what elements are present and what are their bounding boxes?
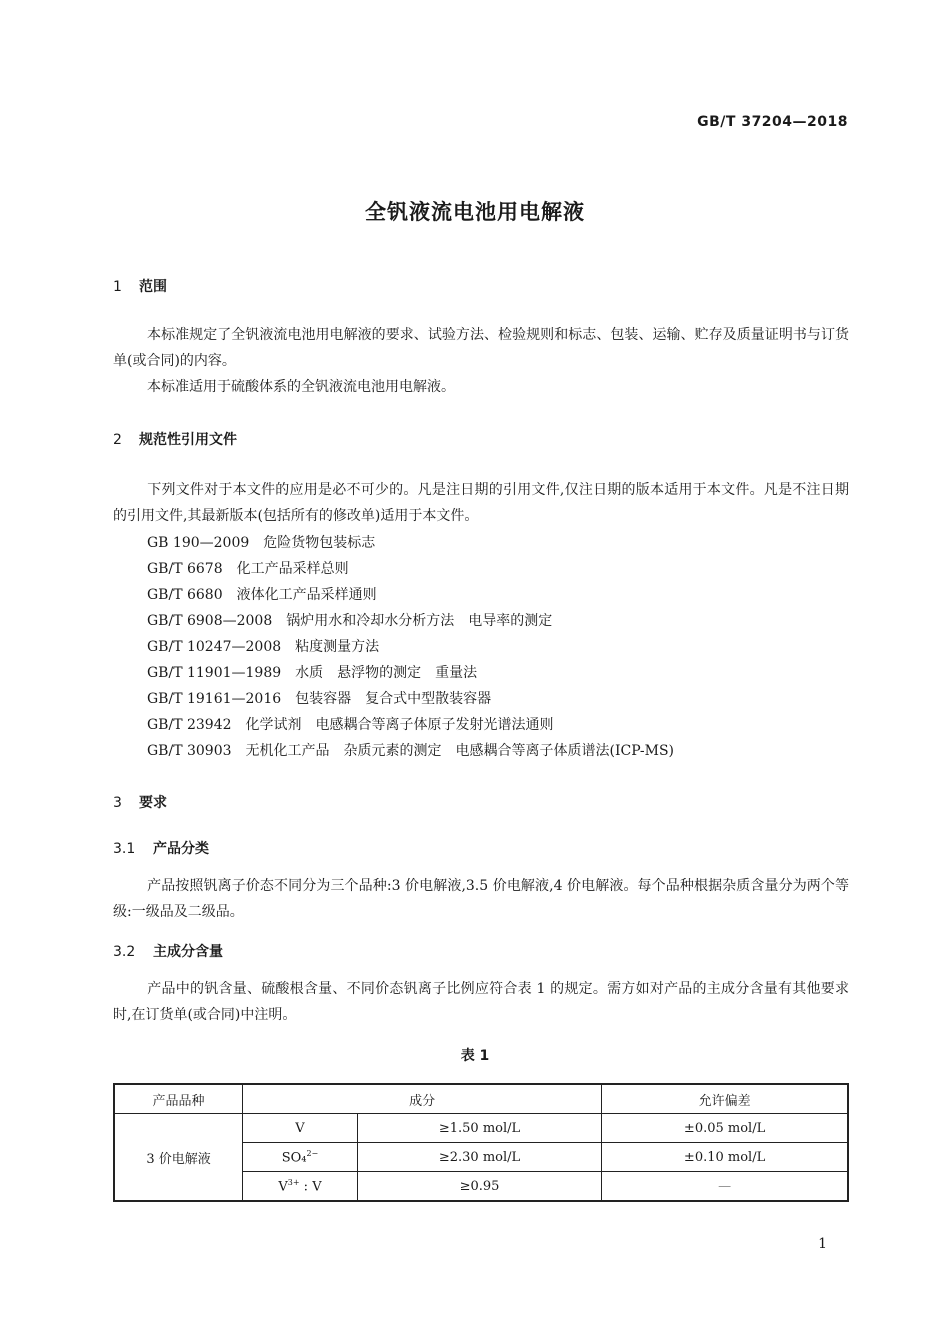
- header-component: 成分: [243, 1084, 602, 1114]
- reference-code: GB/T 10247—2008: [147, 639, 282, 655]
- reference-item: [147, 556, 688, 582]
- normative-references-list: [147, 530, 688, 764]
- reference-title: 液体化工产品采样通则: [236, 587, 377, 603]
- paragraph-text: 产品按照钒离子价态不同分为三个品种:3 价电解液,3.5 价电解液,4 价电解液。每个品种根据杂质含量分为两个等级:一级品及二级品。: [113, 878, 849, 920]
- section-2-heading: [113, 429, 237, 449]
- section-number: 3: [113, 795, 122, 811]
- document-title: 全钒液流电池用电解液: [365, 200, 585, 224]
- section-title: 产品分类: [153, 841, 209, 857]
- paragraph-text: 产品中的钒含量、硫酸根含量、不同价态钒离子比例应符合表 1 的规定。需方如对产品的主成分含量有其他要求时,在订货单(或合同)中注明。: [113, 981, 849, 1023]
- reference-code: GB 190—2009: [147, 535, 250, 551]
- reference-item: [147, 634, 688, 660]
- section-number: 3.1: [113, 841, 136, 857]
- reference-title: 化学试剂: [245, 717, 302, 733]
- section-3-1-heading: [113, 838, 209, 858]
- tolerance-cell: —: [602, 1172, 848, 1202]
- reference-title: 无机化工产品: [245, 743, 330, 759]
- component-ratio-suffix: : V: [299, 1179, 322, 1195]
- component-charge: 3+: [287, 1177, 300, 1187]
- reference-subtitle: 电感耦合等离子体质谱法(ICP-MS): [455, 743, 674, 759]
- paragraph-text: 下列文件对于本文件的应用是必不可少的。凡是注日期的引用文件,仅注日期的版本适用于本文件。凡是不注日期的引用文件,其最新版本(包括所有的修改单)适用于本文件。: [113, 482, 849, 524]
- tolerance-cell: ±0.05 mol/L: [602, 1114, 848, 1143]
- component-cell: [243, 1114, 358, 1143]
- reference-title: 锅炉用水和冷却水分析方法: [286, 613, 455, 629]
- tolerance-cell: ±0.10 mol/L: [602, 1143, 848, 1172]
- reference-item: [147, 530, 688, 556]
- section-number: 1: [113, 279, 122, 295]
- section-3-heading: [113, 792, 167, 812]
- reference-subtitle: 杂质元素的测定: [343, 743, 442, 759]
- table-caption: 表 1: [460, 1048, 490, 1064]
- value-cell: ≥2.30 mol/L: [357, 1143, 601, 1172]
- reference-item: [147, 712, 688, 738]
- reference-title: 危险货物包装标志: [263, 535, 376, 551]
- reference-code: GB/T 6678: [147, 561, 223, 577]
- section-1-heading: [113, 276, 167, 296]
- reference-item: [147, 738, 688, 764]
- component-cell: [243, 1172, 358, 1202]
- value-cell: ≥0.95: [357, 1172, 601, 1202]
- section-title: 主成分含量: [153, 944, 223, 960]
- section-2-paragraph-1: [113, 477, 849, 529]
- table-row: [114, 1114, 848, 1143]
- header-tolerance: 允许偏差: [602, 1084, 848, 1114]
- section-1-paragraph-2: [113, 374, 849, 400]
- reference-subtitle: 复合式中型散装容器: [365, 691, 492, 707]
- reference-title: 水质: [295, 665, 324, 681]
- reference-code: GB/T 11901—1989: [147, 665, 282, 681]
- section-title: 范围: [139, 279, 167, 295]
- reference-code: GB/T 30903: [147, 743, 232, 759]
- reference-title: 化工产品采样总则: [236, 561, 349, 577]
- section-number: 3.2: [113, 944, 136, 960]
- specification-table: [113, 1083, 849, 1202]
- reference-title: 粘度测量方法: [295, 639, 380, 655]
- reference-item: [147, 582, 688, 608]
- reference-item: [147, 660, 688, 686]
- paragraph-text: 本标准规定了全钒液流电池用电解液的要求、试验方法、检验规则和标志、包装、运输、贮存及质量证明书与订货单(或合同)的内容。: [113, 327, 849, 369]
- component-symbol: V: [295, 1120, 305, 1136]
- page-number: 1: [818, 1236, 827, 1252]
- reference-code: GB/T 6908—2008: [147, 613, 273, 629]
- standard-number: GB/T 37204—2018: [697, 114, 848, 130]
- reference-title: 包装容器: [295, 691, 352, 707]
- paragraph-text: 本标准适用于硫酸体系的全钒液流电池用电解液。: [147, 379, 455, 395]
- section-title: 要求: [139, 795, 167, 811]
- header-product: 产品品种: [114, 1084, 243, 1114]
- component-charge: 2−: [306, 1148, 319, 1158]
- reference-code: GB/T 23942: [147, 717, 232, 733]
- reference-subtitle: 电感耦合等离子体原子发射光谱法通则: [315, 717, 554, 733]
- reference-code: GB/T 19161—2016: [147, 691, 282, 707]
- reference-subtitle: 悬浮物的测定: [337, 665, 422, 681]
- product-cell: 3 价电解液: [114, 1114, 243, 1202]
- section-number: 2: [113, 432, 122, 448]
- reference-code: GB/T 6680: [147, 587, 223, 603]
- reference-subtitle: 重量法: [435, 665, 478, 681]
- section-3-2-paragraph: [113, 976, 849, 1028]
- reference-item: [147, 686, 688, 712]
- reference-subtitle: 电导率的测定: [468, 613, 553, 629]
- section-1-paragraph-1: [113, 322, 849, 374]
- section-3-1-paragraph: [113, 873, 849, 925]
- section-title: 规范性引用文件: [139, 432, 237, 448]
- section-3-2-heading: [113, 941, 223, 961]
- table-header-row: [114, 1084, 848, 1114]
- value-cell: ≥1.50 mol/L: [357, 1114, 601, 1143]
- component-symbol: SO₄: [281, 1150, 307, 1166]
- reference-item: [147, 608, 688, 634]
- component-symbol: V: [278, 1179, 288, 1195]
- component-cell: [243, 1143, 358, 1172]
